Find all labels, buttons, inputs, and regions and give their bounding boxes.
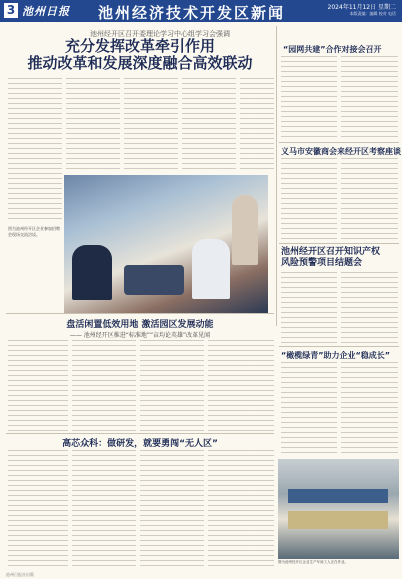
page-number: 3	[4, 3, 18, 18]
story3-body-text-col2	[72, 450, 136, 568]
right-story2-body	[281, 158, 337, 240]
lead-headline-line2: 推动改革和发展深度融合高效联动	[27, 54, 253, 72]
lead-photo	[64, 175, 268, 313]
right-story1-headline[interactable]: “园网共建”合作对接会召开	[283, 45, 382, 54]
right-story4-body-col2	[341, 362, 398, 456]
lead-body-text-col4	[182, 78, 236, 173]
divider	[279, 346, 399, 347]
story2-headline[interactable]: 盘活闲置低效用地 激活园区发展动能	[66, 320, 214, 330]
photo-figure	[192, 239, 230, 299]
factory-photo-caption: 图为池州经开区企业生产车间工人正在作业。	[278, 560, 348, 564]
story2-subheadline: —— 池州经开区推进“标准地”“亩均论英雄”改革见闻	[69, 332, 211, 339]
divider	[6, 433, 274, 434]
right-story3-body	[281, 272, 337, 344]
masthead-bar	[0, 0, 402, 22]
story2-body-text-col2	[72, 340, 136, 432]
story2-body-text-col4	[208, 340, 274, 432]
photo-figure	[72, 245, 112, 300]
photo-machine	[288, 511, 388, 529]
right-story3-headline-line2: 风险预警项目结题会	[281, 258, 363, 268]
divider	[279, 142, 399, 143]
edition-info: 本版责编：编辑 校对 电话	[349, 11, 396, 16]
right-story3-headline[interactable]	[281, 247, 380, 269]
story3-body-text	[8, 450, 68, 568]
photo-machine	[288, 489, 388, 503]
lead-headline[interactable]	[10, 38, 270, 72]
story3-body-text-col4	[208, 450, 274, 568]
lead-body-text	[8, 78, 62, 222]
story3-headline[interactable]: 高芯众科：做研发，就要勇闯“无人区”	[62, 439, 218, 449]
factory-photo	[278, 459, 399, 559]
column-divider	[276, 26, 277, 326]
page-footer: 池州日报社出版	[6, 572, 34, 577]
photo-table	[124, 265, 184, 295]
right-story1-body	[281, 56, 337, 140]
right-story1-body-col2	[341, 56, 398, 140]
newspaper-logo: 池州日报	[22, 5, 70, 18]
lead-kicker: 池州经开区召开委理论学习中心组学习会强调	[90, 30, 230, 38]
lead-photo-caption: 图为池州经开区企业参加招聘会现场交流洽谈。	[8, 226, 60, 237]
story3-body-text-col3	[140, 450, 204, 568]
lead-body-text-col5	[240, 78, 274, 173]
issue-date: 2024年11月12日 星期二	[327, 4, 396, 11]
story2-body-text-col3	[140, 340, 204, 432]
divider	[279, 243, 399, 244]
right-story3-headline-line1: 池州经开区召开知识产权	[281, 247, 381, 257]
right-story3-body-col2	[341, 272, 398, 344]
right-story2-body-col2	[341, 158, 398, 240]
photo-figure	[232, 195, 258, 265]
right-story4-body	[281, 362, 337, 456]
right-story4-headline[interactable]: “橄榄绿青”助力企业“稳成长”	[281, 351, 391, 360]
section-title: 池州经济技术开发区新闻	[98, 4, 286, 22]
story2-body-text	[8, 340, 68, 432]
lead-body-text-col2	[66, 78, 120, 173]
lead-headline-line1: 充分发挥改革牵引作用	[64, 37, 215, 55]
right-story2-headline[interactable]: 义马市安徽商会来经开区考察座谈	[281, 147, 401, 156]
divider	[6, 313, 274, 314]
lead-body-text-col3	[124, 78, 178, 173]
